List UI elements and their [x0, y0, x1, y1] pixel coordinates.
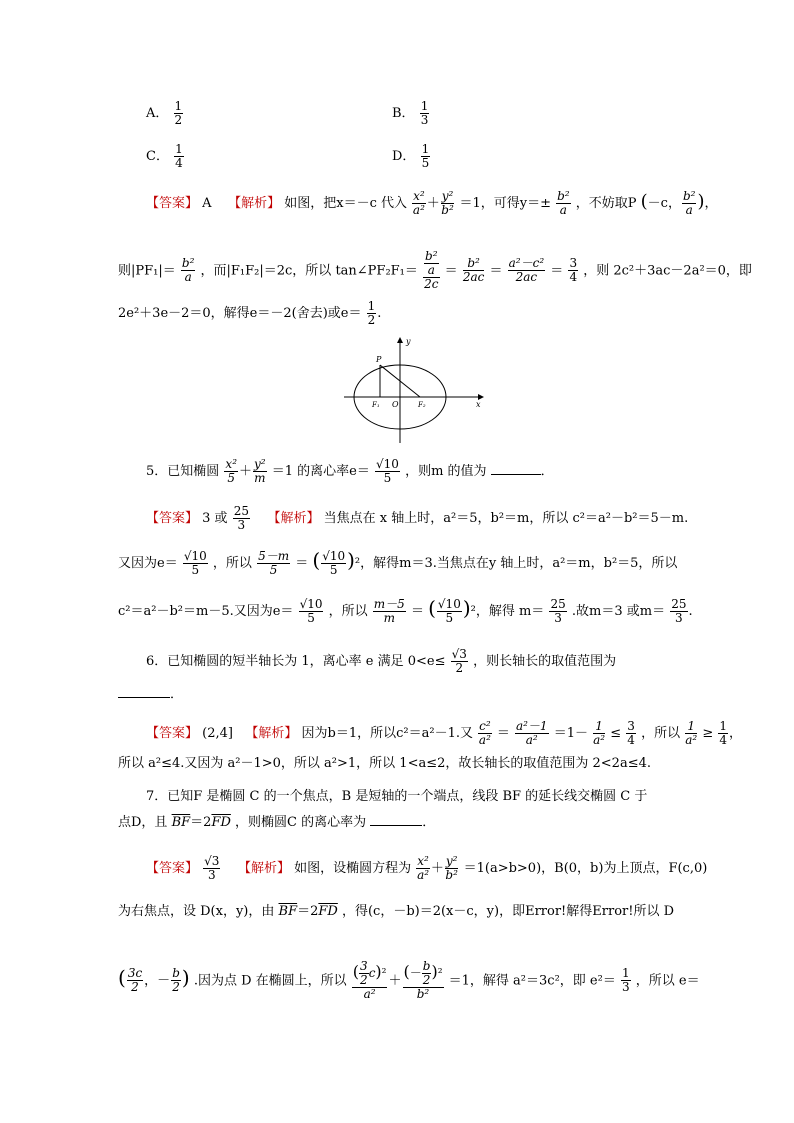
text: ＝: [295, 556, 309, 572]
fraction: $\frac{√3}{3}$: [204, 854, 220, 883]
option-d: [392, 143, 431, 170]
q6-stem: [146, 648, 616, 675]
text: 当焦点在 x 轴上时，a²＝5，b²＝m，所以 c²＝a²－b²＝5－m.: [323, 511, 689, 527]
label-f1: F₁: [372, 401, 380, 409]
text: 因为b＝1，所以c²＝a²－1.又: [301, 726, 473, 742]
fraction: $\frac{3c}{2}$: [127, 966, 143, 995]
option-b-fraction: $\frac{1}{3}$: [420, 99, 429, 128]
fraction: $\frac{b}{2}$: [172, 966, 180, 995]
analysis-tag: 【解析】: [228, 196, 281, 212]
label-o: O: [392, 400, 399, 409]
text: 所以 a²≤4.又因为 a²－1>0，所以 a²>1，所以 1<a≤2，故长轴长的取值范围为 2<2a≤4.: [118, 756, 652, 771]
q7-answer-line3: ( $\frac{3c}{2}$ ，－ $\frac{b}{2}$ ) .因为点 D 在椭圆上，所以 ( $\frac{3}{2}$ c)² a² ＋ (－ $\frac{b}{2}$ )² b² ＝1，解得 a²＝3c²，即 e²＝ $\frac{1}{3}$ ，所以 e＝: [118, 959, 700, 1002]
option-d-fraction: $\frac{1}{5}$: [421, 142, 430, 171]
fraction: $\frac{\text{b²}}{a}$: [557, 189, 570, 218]
option-a-fraction: $\frac{1}{2}$: [174, 99, 183, 128]
label-y: y: [406, 337, 411, 346]
fraction: $\frac{\text{y²}}{\text{b²}}$: [441, 189, 454, 218]
text: －c，: [647, 196, 681, 212]
text: 为右焦点，设 D(x，y)，由: [118, 904, 275, 919]
option-c-fraction: $\frac{1}{4}$: [175, 142, 183, 171]
analysis-tag: 【解析】: [245, 726, 298, 742]
option-b: [392, 100, 430, 127]
text: ＝1，可得y＝±: [459, 196, 551, 212]
q5-stem: 5．已知椭圆 $\frac{\text{x²}}{5}$ ＋ $\frac{\text{y²}}{m}$ ＝1 的离心率e＝ $\frac{√10}{5}$ ，则m 的值为 ．: [146, 457, 554, 486]
answer-value: A: [202, 196, 212, 212]
fraction: $\frac{1}{4}$: [719, 719, 728, 748]
text: 6．已知椭圆的短半轴长为 1，离心率 e 满足 0<e≤: [146, 654, 446, 670]
fraction: $\frac{√10}{5}$: [183, 549, 207, 578]
fraction: $\frac{\text{a²－1}}{\text{a²}}$: [515, 719, 548, 748]
text: ，则m 的值为: [405, 464, 487, 480]
text: ，而|F₁F₂|＝2c，所以 tan∠PF₂F₁＝: [200, 263, 418, 279]
q4-answer-line2: [118, 250, 752, 292]
option-b-label: B．: [392, 106, 415, 122]
q5-answer-line3: c²＝a²－b²＝m－5.又因为e＝ $\frac{√10}{5}$ ，所以 $\frac{m-5}{m}$ ＝ ( $\frac{√10}{5}$ )²，解得 m＝ $\frac{25}{3}$ .故m＝3 或m＝ $\frac{25}{3}$ .: [118, 596, 693, 626]
text: ，得(c，－b)＝2(x－c，y)，即Error!解得Error!所以 D: [341, 904, 675, 919]
fraction: $\frac{25}{3}$: [550, 597, 566, 626]
answer-blank: [491, 473, 541, 475]
label-p: P: [376, 355, 382, 364]
q6-answer-line1: 【答案】 (2,4] 【解析】 因为b＝1，所以c²＝a²－1.又 $\frac{\text{c²}}{\text{a²}}$ ＝ $\frac{\text{a²－1}}{\text{a²}}$ ＝1－ $\frac{1}{\text{a²}}$ ≤ $\frac{3}{4}$ ，所以 $\frac{1}{\text{a²}}$ ≥ $\frac{1}{4}$ ，: [146, 719, 743, 748]
fraction: $\frac{1}{3}$: [621, 966, 630, 995]
text: ，则椭圆C 的离心率为: [235, 815, 367, 830]
answer-value: (2,4]: [202, 726, 233, 742]
vector-fd: $\overline{FD}$: [318, 904, 338, 919]
vector-bf: $\overline{BF}$: [278, 904, 298, 919]
q4-answer-line3: 2e²＋3e－2＝0，解得e＝－2(舍去)或e＝ $\frac{1}{2}$ .: [118, 299, 382, 328]
text: ，不妨取P: [575, 196, 637, 212]
text: ＝1－: [553, 726, 588, 742]
fraction: $\frac{√10}{5}$: [437, 597, 461, 626]
q5-answer-line2: 又因为e＝ $\frac{√10}{5}$ ，所以 $\frac{5-m}{5}$ ＝ ( $\frac{√10}{5}$ )²，解得m＝3.当焦点在y 轴上时，a²＝m，b²＝5，所以: [118, 548, 678, 578]
fraction: $\frac{3}{4}$: [627, 719, 635, 748]
answer-tag: 【答案】: [146, 861, 199, 877]
answer-tag: 【答案】: [146, 726, 199, 742]
text: ＝1 的离心率e＝: [271, 464, 370, 480]
fraction: $\frac{\text{b²}}{a}$: [682, 189, 696, 218]
text: ＝: [496, 726, 510, 742]
text: ≤: [610, 726, 622, 742]
text: ＝: [550, 263, 564, 279]
vector-bf: $\overline{BF}$: [171, 815, 191, 830]
fraction: $\frac{\text{c²}}{\text{a²}}$: [478, 719, 491, 748]
fraction: $\frac{m-5}{m}$: [373, 597, 405, 626]
fraction: $\frac{√3}{2}$: [451, 647, 467, 676]
fraction: ( $\frac{3}{2}$ c)² a²: [352, 959, 387, 1002]
fraction: $\frac{\text{a²－c²}}{2ac}$: [508, 256, 545, 285]
fraction: $\frac{\text{x²}}{\text{a²}}$: [417, 854, 430, 883]
option-c-label: C．: [146, 149, 169, 165]
answer-blank: [118, 696, 170, 698]
q7-stem-line1: [146, 790, 647, 803]
fraction: $\frac{\text{x²}}{5}$: [225, 457, 237, 486]
text: ，则 2c²＋3ac－2a²＝0，即: [583, 263, 752, 279]
text: 7．已知F 是椭圆 C 的一个焦点，B 是短轴的一个端点，线段 BF 的延长线交椭圆 C 于: [146, 789, 648, 804]
fraction: (－ $\frac{b}{2}$ )² b²: [403, 959, 443, 1002]
text: ＝: [489, 263, 503, 279]
text: ≥: [702, 726, 714, 742]
fraction: $\frac{√10}{5}$: [376, 457, 399, 486]
fraction: $\frac{5-m}{5}$: [258, 549, 290, 578]
label-f2: F₂: [418, 401, 426, 409]
y-arrow-icon: [397, 337, 403, 343]
q7-answer-line2: 为右焦点，设 D(x，y)，由 $\overline{BF}=2\overline{FD}$ ，得(c，－b)＝2(x－c，y)，即Error!解得Error!所以 D: [118, 904, 675, 919]
fraction: $\frac{\text{x²}}{\text{a²}}$: [412, 189, 425, 218]
text: ，所以: [212, 556, 252, 572]
text: ，则长轴长的取值范围为: [473, 654, 617, 670]
text: 则|PF₁|＝: [118, 263, 176, 279]
fraction: $\frac{√10}{5}$: [299, 597, 323, 626]
fraction: $\frac{25}{3}$: [671, 597, 687, 626]
q7-stem-line2: 点D，且 $\overline{BF}=2\overline{FD}$ ，则椭圆C 的离心率为 ．: [118, 815, 436, 830]
text: ，所以: [328, 604, 368, 620]
answer-blank: [370, 824, 422, 826]
q6-blank-line: ．: [118, 688, 183, 701]
text: .因为点 D 在椭圆上，所以: [193, 973, 347, 989]
option-d-label: D．: [392, 149, 416, 165]
fraction: $\frac{\text{y²}}{\text{b²}}$: [445, 854, 458, 883]
fraction: $\frac{\text{b²}}{a}$: [181, 256, 195, 285]
text: ＝1(a>b>0)，B(0，b)为上顶点，F(c,0): [463, 861, 708, 877]
fraction: $\frac{25}{3}$: [233, 504, 249, 533]
text: 3 或: [202, 511, 228, 527]
label-x: x: [476, 400, 481, 409]
text: ²，解得m＝3.当焦点在y 轴上时，a²＝m，b²＝5，所以: [354, 556, 678, 572]
text: ＝1，解得 a²＝3c²，即 e²＝: [448, 973, 616, 989]
q6-answer-line2: [118, 757, 651, 770]
text: 如图，设椭圆方程为: [294, 861, 412, 877]
text: ²，解得 m＝: [470, 604, 545, 620]
q7-answer-line1: 【答案】 $\frac{√3}{3}$ 【解析】 如图，设椭圆方程为 $\frac{\text{x²}}{\text{a²}}$ ＋ $\frac{\text{y²}}{\text{b²}}$ ＝1(a>b>0)，B(0，b)为上顶点，F(c,0): [146, 854, 708, 883]
text: 5．已知椭圆: [146, 464, 220, 480]
q5-answer-line1: [146, 505, 688, 532]
answer-tag: 【答案】: [146, 511, 199, 527]
q4-answer-line1: 【答案】 A 【解析】 如图，把x＝－c 代入 $\frac{\text{x²}}{\text{a²}}$ ＋ $\frac{\text{y²}}{\text{b²}}$ ＝1，可得y＝± $\frac{\text{b²}}{a}$ ，不妨取P (－c， $\frac{\text{b²}}{a}$ )，: [146, 189, 718, 218]
text: ，所以: [641, 726, 681, 742]
text: ＝: [410, 604, 424, 620]
analysis-tag: 【解析】: [237, 861, 290, 877]
text: ＝: [444, 263, 458, 279]
text: .故m＝3 或m＝: [571, 604, 666, 620]
fraction: $\frac{\text{y²}}{m}$: [254, 457, 266, 486]
option-a: [146, 100, 184, 127]
text: 2e²＋3e－2＝0，解得e＝－2(舍去)或e＝: [118, 306, 362, 322]
fraction: $\frac{1}{\text{a²}}$: [685, 719, 698, 748]
text: ，所以 e＝: [635, 973, 700, 989]
text: 点D，且: [118, 815, 168, 830]
ellipse-figure: [340, 335, 490, 445]
fraction: $\frac{√10}{5}$: [322, 549, 346, 578]
analysis-tag: 【解析】: [267, 511, 320, 527]
fraction: $\frac{\frac{\text{b²}}{a}}{2c}$: [424, 249, 439, 292]
text: 又因为e＝: [118, 556, 178, 572]
vector-fd: $\overline{FD}$: [211, 815, 231, 830]
text: c²＝a²－b²＝m－5.又因为e＝: [118, 604, 294, 620]
text: 如图，把x＝－c 代入: [284, 196, 407, 212]
fraction: $\frac{3}{4}$: [569, 256, 578, 285]
option-c: [146, 143, 185, 170]
fraction: $\frac{1}{\text{a²}}$: [593, 719, 606, 748]
fraction: $\frac{\text{b²}}{2ac}$: [462, 256, 485, 285]
fraction: $\frac{1}{2}$: [367, 299, 376, 328]
answer-tag: 【答案】: [146, 196, 199, 212]
option-a-label: A．: [146, 106, 169, 122]
